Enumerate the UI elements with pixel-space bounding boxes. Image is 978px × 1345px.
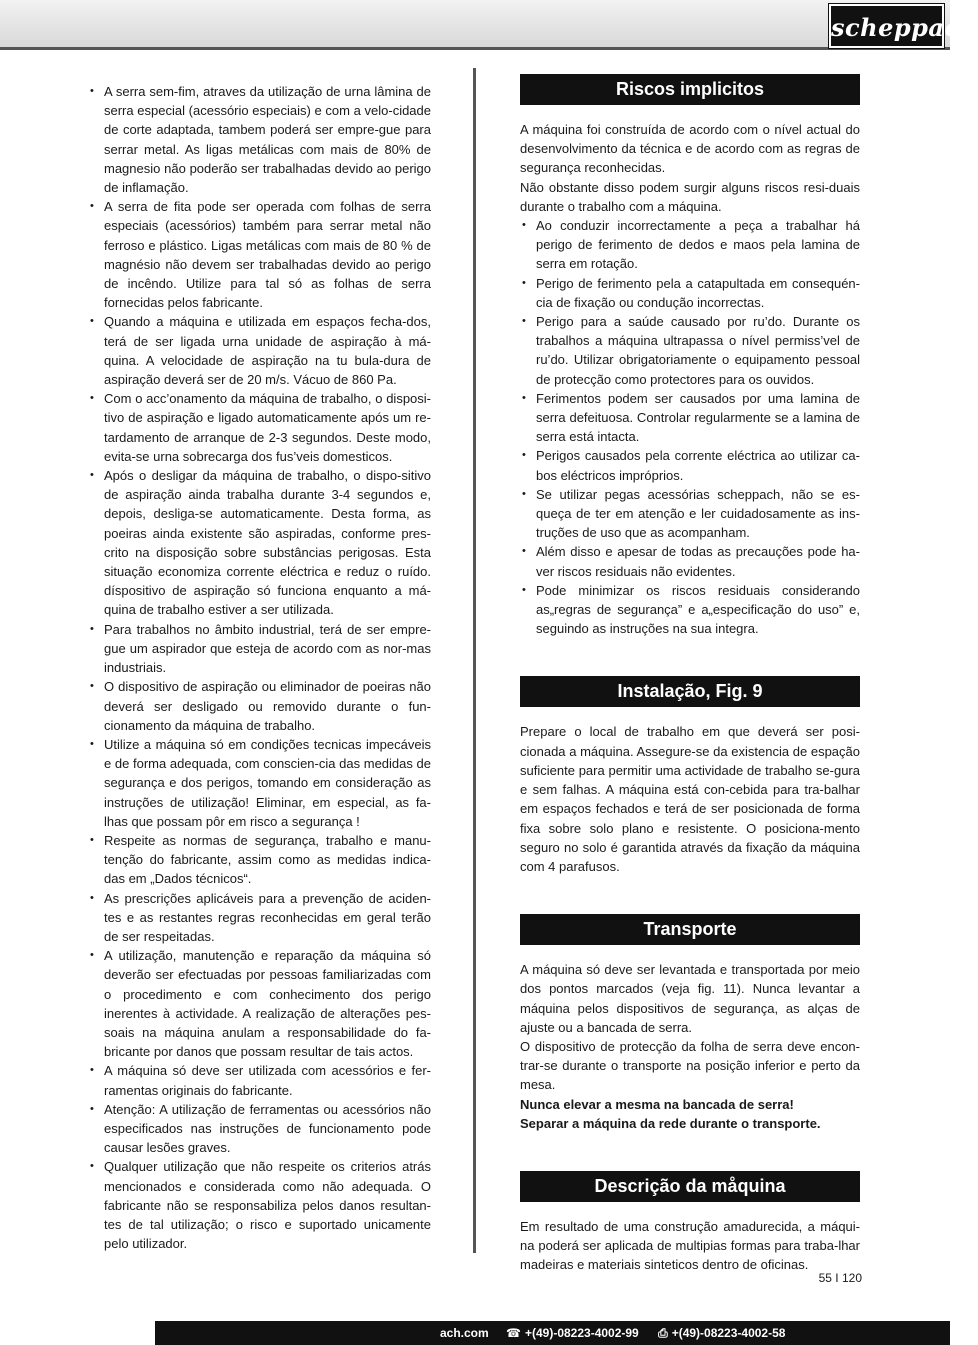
list-item: • Ao conduzir incorrectamente a peça a trabalhar há perigo de ferimento de dedos e maos pela lamina de serra em rotação. <box>520 216 860 274</box>
footer-phone: +(49)-08223-4002-99 <box>524 1326 639 1340</box>
list-item: • A utilização, manutenção e reparação da máquina só deverão ser efectuadas por pessoas familiarizadas com o procedimento e com conhecimento dos perigo inerentes à actividade. A realização de alterações pes-soais na máquina anulam a responsabilidade do fa-bricante por danos que possam resultar de tais actos. <box>88 946 431 1061</box>
list-item: • Quando a máquina e utilizada em espaços fecha-dos, terá de ser ligada urna unidade de aspiração à má-quina. A velocidade de aspiração na tu bula-dura de aspiração deverá ser de 20 m/s. Vácuo de 860 Pa. <box>88 312 431 389</box>
list-item: • O dispositivo de aspiração ou eliminador de poeiras não deverá ser desligado ou removido durante o fun-cionamento da máquina de trabalho. <box>88 677 431 735</box>
list-item: • Qualquer utilização que não respeite os criterios atrás mencionados e considerada como não adequada. O fabricante não se responsabiliza pelos danos resultan-tes de tal utilização; o risco e suportado unicamente pelo utilizador. <box>88 1157 431 1253</box>
list-item: • Ferimentos podem ser causados por uma lamina de serra defeituosa. Controlar regularmente se a lamina de serra está intacta. <box>520 389 860 447</box>
left-column <box>88 82 431 1253</box>
list-item: • Atenção: A utilização de ferramentas ou acessórios não especificados nas instruções de funcionamento pode causar lesões graves. <box>88 1100 431 1158</box>
list-item: • Com o acc’onamento da máquina de trabalho, o disposi-tivo de aspiração e ligado automaticamente após um re-tardamento de arranque de 2-3 segundos. Deste modo, evita-se urna sobrecarga dos fus’veis domesticos. <box>88 389 431 466</box>
riscos-intro-2: Não obstante disso podem surgir alguns riscos resi-duais durante o trabalho com a máquina. <box>520 179 860 214</box>
section-heading-instalacao: Instalação, Fig. 9 <box>520 676 860 707</box>
transporte-text-2: O dispositivo de protecção da folha de serra deve encon-trar-se durante o transporte na posição inferior e perto da mesa. <box>520 1038 860 1093</box>
footer-bar <box>0 1321 950 1345</box>
list-item: • Perigos causados pela corrente eléctrica ao utilizar ca-bos eléctricos impróprios. <box>520 446 860 484</box>
transporte-warning-2: Separar a máquina da rede durante o transporte. <box>520 1115 821 1131</box>
list-item: • Respeite as normas de segurança, trabalho e manu-tenção do fabricante, assim como as medidas indica-das em „Dados técnicos“. <box>88 831 431 889</box>
footer-website: ach.com <box>440 1326 489 1340</box>
list-item: • Se utilizar pegas acessórias scheppach, não se es-queça de ter em atenção e ler cuidadosamente as ins-truções de uso que as acompanham. <box>520 485 860 543</box>
transporte-text: A máquina só deve ser levantada e transportada por meio dos pontos marcados (veja fig. 11). Nunca levantar a máquina pelos dispositivos de segurança, as alças de ajuste ou a bancada de serra. <box>520 962 860 1035</box>
section-heading-riscos: Riscos implicitos <box>520 74 860 105</box>
riscos-intro: A máquina foi construída de acordo com o nível actual do desenvolvimento da técnica e de acordo com as regras de segurança reconhecidas. <box>520 122 860 176</box>
page-number: 55 I 120 <box>818 1271 862 1285</box>
transporte-warning-1: Nunca elevar a mesma na bancada de serra! <box>520 1096 794 1112</box>
phone-icon: ☎ <box>506 1326 521 1340</box>
list-item: • Para trabalhos no âmbito industrial, terá de ser empre-gue um aspirador que esteja de acordo com as nor-mas industriais. <box>88 620 431 678</box>
list-item: • A máquina só deve ser utilizada com acessórios e fer-ramentas originais do fabricante. <box>88 1061 431 1099</box>
list-item: • Utilize a máquina só em condições tecnicas impecáveis e de forma adequada, com conscien-cia das medidas de segurança e dos perigos, tomando em consideração as instruções de utilização! Eliminar, em especial, as fa-lhas que possam pôr em risco a segurança ! <box>88 735 431 831</box>
list-item: • A serra sem-fim, atraves da utilização de urna lâmina de serra especial (acessório especiais) e com a velo-cidade de corte adaptada, tambem poderá ser empre-gue para serrar metal. As ligas metálicas com mais de 80% de magnesio não poderão ser trabalhadas devido ao perigo de inflamação. <box>88 82 431 197</box>
footer-fax: +(49)-08223-4002-58 <box>671 1326 786 1340</box>
instalacao-text: Prepare o local de trabalho em que deverá ser posi-cionada a máquina. Assegure-se da existencia de espação suficiente para permitir uma actividade de trabalho se-gura e sem falhas. A máquina está con-cebida para tra-balhar em espaços fechados e terá de ser posicionada de forma fixa sobre solo plano e resistente. O posiciona-mento seguro no solo é garantida através da fixação da máquina com 4 parafusos. <box>520 724 860 874</box>
section-heading-descricao: Descrição da måquina <box>520 1171 860 1202</box>
list-item: • Pode minimizar os riscos residuais considerando as„regras de segurança” e a„especificação do uso” e, seguindo as instruções na sua integra. <box>520 581 860 639</box>
list-item: • Perigo para a saúde causado por ru’do. Durante os trabalhos a máquina ultrapassa o nível permiss’vel de ru’do. Utilizar obrigatoriamente o equipamento pessoal de protecção como protectores para os ouvidos. <box>520 312 860 389</box>
list-item: • Após o desligar da máquina de trabalho, o dispo-sitivo de aspiração ainda trabalha durante 3-4 segundos e, depois, desliga-se automaticamente. Desta forma, as poeiras ainda existente são aspiradas, conforme pres-crito na disposição sobre substâncias perigosas. Esta situação economiza corrente eléctrica e reduz o ruído. díspositivo de aspiração só funciona enquanto a má-quina de trabalho estiver a ser utilizada. <box>88 466 431 620</box>
descricao-text: Em resultado de uma construção amadurecida, a máqui-na poderá ser aplicada de multipias formas para traba-lhar madeiras e materiais sinteticos dentro de oficinas. <box>520 1218 860 1273</box>
section-heading-transporte: Transporte <box>520 914 860 945</box>
right-column <box>520 74 860 1275</box>
footer-contact <box>440 1321 793 1345</box>
risks-list <box>520 216 860 638</box>
scheppach-logo: scheppach <box>829 4 944 48</box>
fax-icon: ⎙ <box>658 1326 668 1340</box>
list-item: • Perigo de ferimento pela a catapultada em consequén-cia de fixação ou condução incorrectas. <box>520 274 860 312</box>
list-item: • As prescrições aplicáveis para a prevenção de aciden-tes e as restantes regras reconhecidas em geral terão de ser respeitadas. <box>88 889 431 947</box>
column-divider <box>473 68 476 1253</box>
list-item: • Além disso e apesar de todas as precauções pode ha-ver riscos residuais não evidentes. <box>520 542 860 580</box>
list-item: • A serra de fita pode ser operada com folhas de serra especiais (acessórios) também para serrar metal não ferroso e plástico. Ligas metálicas com mais de 80 % de magnésio não devem ser trabalhadas devido ao perigo de incêndo. Utilize para tal só as folhas de serra fornecidas pelos fabricante. <box>88 197 431 312</box>
usage-notes-list <box>88 82 431 1253</box>
header-bar <box>0 0 978 50</box>
